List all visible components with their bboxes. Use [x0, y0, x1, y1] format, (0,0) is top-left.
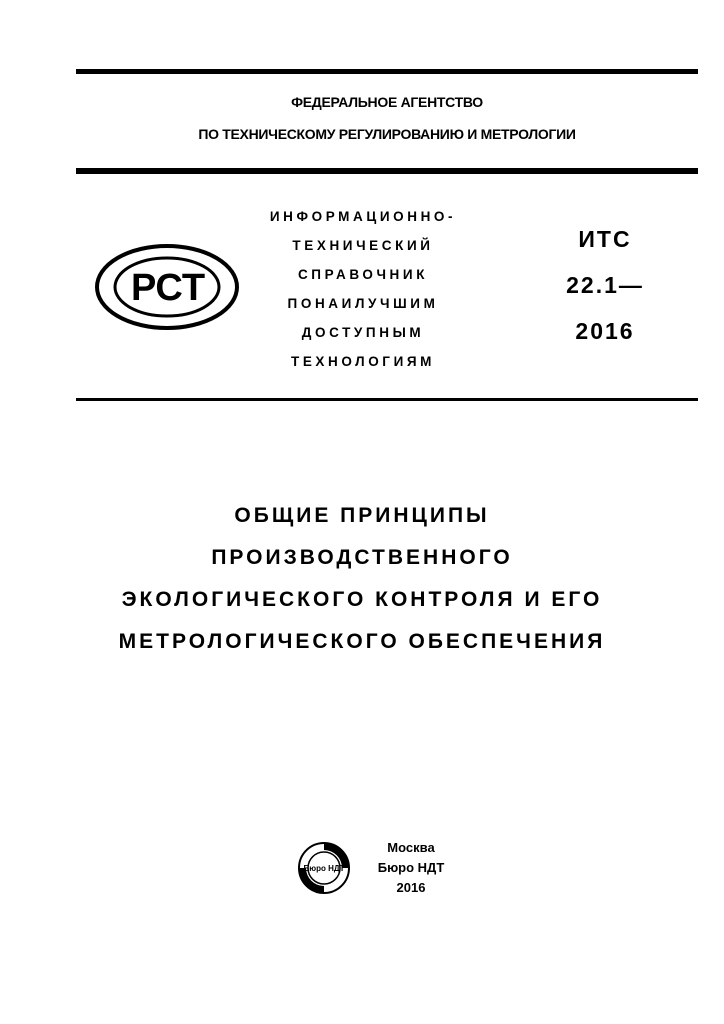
- buro-ndt-logo-icon: [294, 838, 354, 898]
- title-line-4: МЕТРОЛОГИЧЕСКОГО ОБЕСПЕЧЕНИЯ: [118, 630, 606, 653]
- rst-certification-mark-icon: [94, 243, 240, 331]
- title-line-2: ПРОИЗВОДСТВЕННОГО: [211, 546, 513, 569]
- imprint-publisher: Бюро НДТ: [377, 860, 445, 875]
- imprint-year: 2016: [396, 880, 426, 895]
- code-line-3: 2016: [575, 318, 635, 344]
- header-divider: [76, 168, 698, 174]
- series-line-5: ДОСТУПНЫМ: [301, 325, 425, 340]
- series-line-6: ТЕХНОЛОГИЯМ: [290, 354, 436, 369]
- rst-mark-letters: РСТ: [130, 267, 206, 309]
- title-line-3: ЭКОЛОГИЧЕСКОГО КОНТРОЛЯ И ЕГО: [121, 588, 603, 611]
- agency-line-2: ПО ТЕХНИЧЕСКОМУ РЕГУЛИРОВАНИЮ И МЕТРОЛОГИИ: [198, 126, 576, 142]
- document-title: [40, 495, 684, 663]
- series-line-1: ИНФОРМАЦИОННО-: [269, 209, 457, 224]
- imprint: [360, 838, 462, 898]
- series-line-3: СПРАВОЧНИК: [297, 267, 429, 282]
- document-code: [540, 216, 670, 354]
- imprint-city: Москва: [387, 840, 435, 855]
- series-line-4: ПОНАИЛУЧШИМ: [287, 296, 439, 311]
- buro-ndt-logo-text: Бюро НДТ: [303, 864, 345, 873]
- title-line-1: ОБЩИЕ ПРИНЦИПЫ: [234, 504, 490, 527]
- series-line-2: ТЕХНИЧЕСКИЙ: [292, 238, 434, 253]
- top-rule: [76, 69, 698, 74]
- code-line-2: 22.1—: [566, 272, 644, 298]
- series-block: [238, 202, 488, 376]
- middle-rule: [76, 398, 698, 401]
- agency-header: [76, 86, 698, 150]
- code-line-1: ИТС: [578, 226, 632, 252]
- agency-line-1: ФЕДЕРАЛЬНОЕ АГЕНТСТВО: [291, 94, 483, 110]
